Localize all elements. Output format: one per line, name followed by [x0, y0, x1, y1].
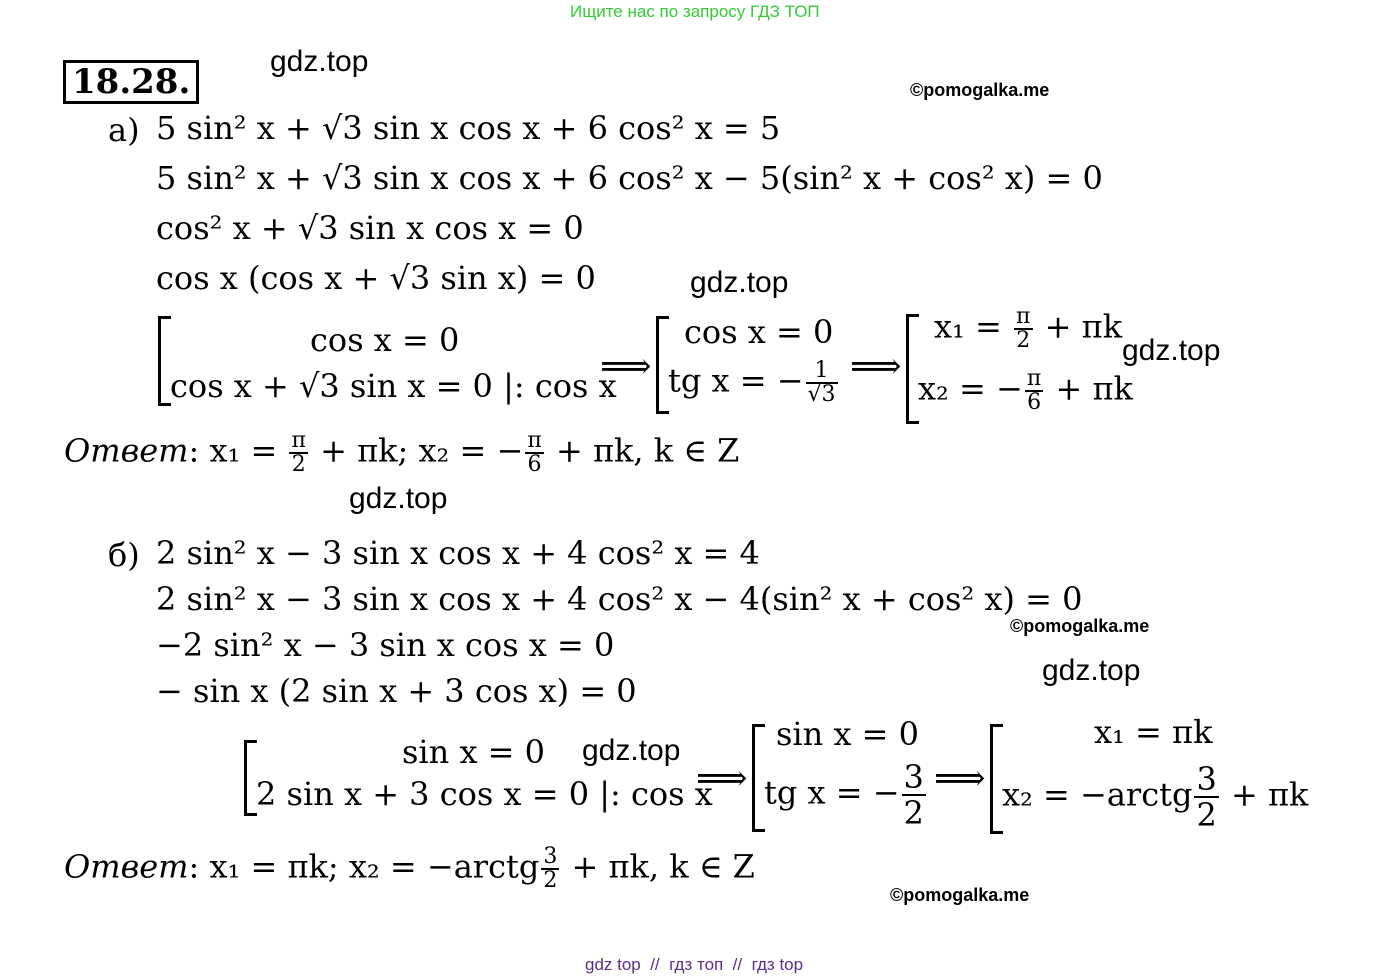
fraction: $\frac{\pi}{6}$	[1026, 366, 1042, 415]
part-b-line-3: −2 sin² x − 3 sin x cos x = 0	[156, 626, 615, 664]
part-b-system3-row2: x₂ = −arctg $\frac{3}{2}$ + πk	[1002, 760, 1309, 834]
part-b-line-4: − sin x (2 sin x + 3 cos x) = 0	[156, 672, 637, 710]
part-b-system3-row1: x₁ = πk	[1094, 713, 1213, 751]
answer-word: Ответ	[64, 847, 189, 886]
watermark: gdz.top	[270, 45, 369, 78]
part-a-system2-row2-text: tg x = −	[668, 361, 804, 400]
copyright-label: ©pomogalka.me	[910, 80, 1050, 100]
fraction: $\frac{3}{2}$	[543, 844, 558, 893]
bottom-banner[interactable]: gdz top // гдз топ // гдз top	[585, 955, 804, 974]
watermark: gdz.top	[1122, 334, 1221, 367]
fraction: $\frac{\pi}{6}$	[527, 428, 542, 477]
part-a-system2-row2	[668, 360, 840, 406]
part-a-line-4: cos x (cos x + √3 sin x) = 0	[156, 259, 596, 297]
watermark: gdz.top	[1042, 654, 1141, 687]
part-a-line-3: cos² x + √3 sin x cos x = 0	[156, 209, 584, 247]
top-banner[interactable]: Ищите нас по запросу ГДЗ ТОП	[570, 2, 820, 21]
implies-arrow: ⟹	[696, 758, 748, 799]
implies-arrow: ⟹	[600, 346, 652, 387]
watermark: gdz.top	[349, 482, 448, 515]
problem-number: 18.28.	[63, 60, 199, 104]
copyright-label: ©pomogalka.me	[890, 885, 1030, 905]
implies-arrow: ⟹	[850, 346, 902, 387]
part-a-system3-row2: x₂ = − $\frac{\pi}{6}$ + πk	[918, 366, 1133, 415]
fraction: $\frac{3}{2}$	[903, 758, 924, 832]
part-a-system1-row2: cos x + √3 sin x = 0 |: cos x	[170, 367, 617, 405]
part-a-system1-row1: cos x = 0	[310, 321, 460, 359]
implies-arrow: ⟹	[934, 758, 986, 799]
part-a-line-2: 5 sin² x + √3 sin x cos x + 6 cos² x − 5(sin² x + cos² x) = 0	[156, 159, 1103, 197]
part-b-label: б)	[108, 536, 140, 574]
part-b-line-1: 2 sin² x − 3 sin x cos x + 4 cos² x = 4	[156, 534, 760, 572]
part-a-system2-row1: cos x = 0	[684, 313, 834, 351]
watermark: gdz.top	[690, 266, 789, 299]
answer-word: Ответ	[64, 431, 189, 470]
fraction: $\frac{\pi}{2}$	[291, 428, 306, 477]
part-b-answer: Ответ: x₁ = πk; x₂ = −arctg $\frac{3}{2}$ + πk, k ∈ Z	[64, 844, 755, 893]
part-b-system2-row1: sin x = 0	[776, 715, 919, 753]
fraction: $\frac{3}{2}$	[1196, 760, 1217, 834]
part-a-label: а)	[108, 111, 140, 149]
fraction: $\frac{1}{√3}$	[807, 358, 836, 407]
part-a-line-1: 5 sin² x + √3 sin x cos x + 6 cos² x = 5	[156, 109, 781, 147]
part-a-system3-row1: x₁ = $\frac{\pi}{2}$ + πk	[934, 304, 1123, 353]
part-b-system2-row2: tg x = − $\frac{3}{2}$	[764, 758, 924, 832]
watermark: gdz.top	[582, 734, 681, 767]
part-b-system1-row2: 2 sin x + 3 cos x = 0 |: cos x	[256, 775, 713, 813]
part-a-answer: Ответ: x₁ = $\frac{\pi}{2}$ + πk; x₂ = − $\frac{\pi}{6}$ + πk, k ∈ Z	[64, 428, 740, 477]
copyright-label: ©pomogalka.me	[1010, 616, 1150, 636]
fraction: $\frac{\pi}{2}$	[1016, 304, 1031, 353]
part-b-system1-row1: sin x = 0	[402, 733, 545, 771]
part-b-line-2: 2 sin² x − 3 sin x cos x + 4 cos² x − 4(sin² x + cos² x) = 0	[156, 580, 1083, 618]
